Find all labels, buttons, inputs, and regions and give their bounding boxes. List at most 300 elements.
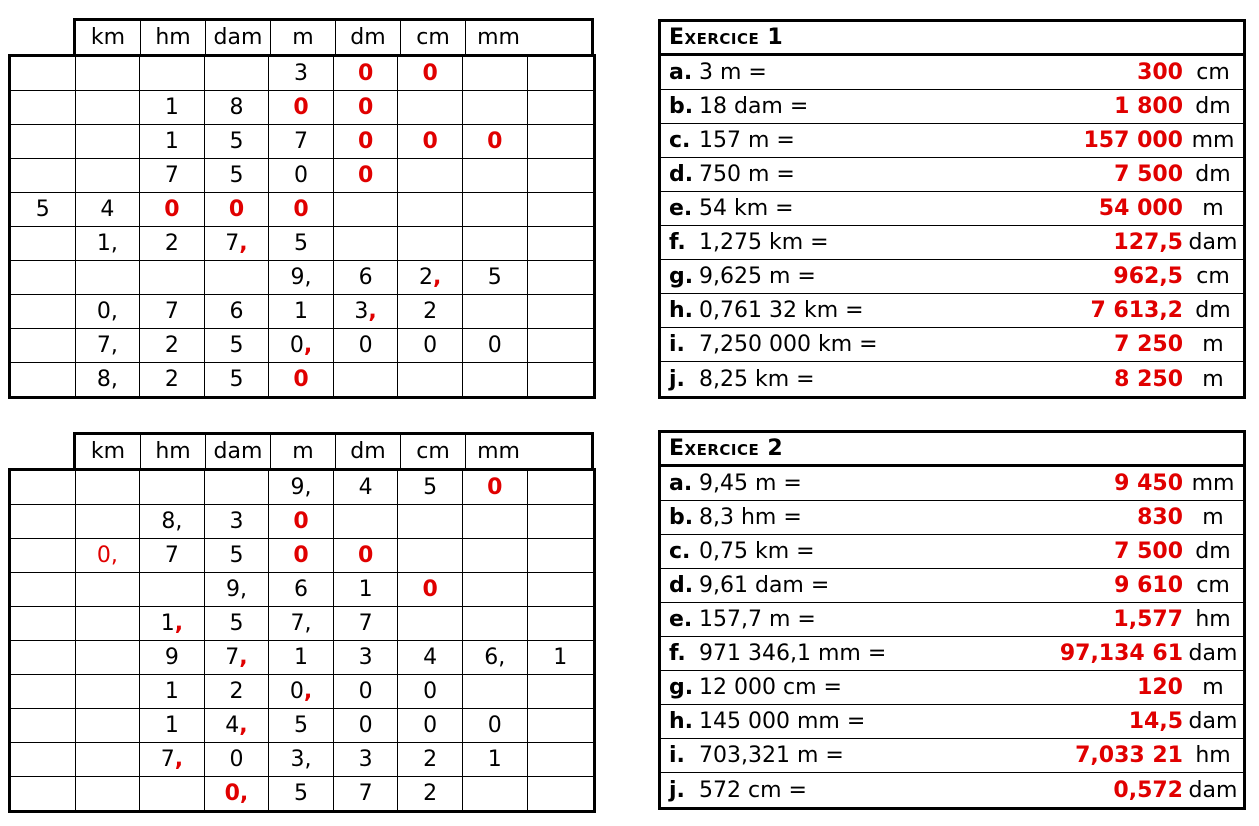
- cell-value: 0,: [224, 781, 249, 806]
- cell-value: 9,: [290, 265, 312, 290]
- table-row: [11, 124, 593, 158]
- question-text: 0,761 32 km =: [699, 298, 864, 323]
- table-cell: [463, 641, 528, 674]
- answer-value: 7 500: [1114, 162, 1183, 187]
- table-cell: [205, 471, 270, 504]
- table-cell: [334, 193, 399, 226]
- table-cell: [205, 91, 270, 124]
- answer-unit: dam: [1188, 709, 1238, 734]
- item-letter: b.: [669, 505, 694, 530]
- cell-value: 0: [357, 163, 374, 188]
- answer-value: 7 613,2: [1090, 298, 1183, 323]
- cell-value: 2: [423, 299, 438, 324]
- exercise-line: [661, 569, 1243, 603]
- answer-value: 7 250: [1114, 332, 1183, 357]
- table-cell: [205, 709, 270, 742]
- table-cell: [269, 573, 334, 606]
- table-cell: [463, 675, 528, 708]
- question-text: 54 km =: [699, 196, 794, 221]
- cell-value: 3: [354, 299, 369, 324]
- cell-value: 0: [293, 543, 309, 568]
- table-cell: [528, 641, 594, 674]
- cell-value: 3,: [290, 747, 312, 772]
- table-cell: [269, 777, 334, 810]
- item-letter: d.: [669, 573, 694, 598]
- table-cell: [463, 91, 528, 124]
- table-cell: [334, 227, 399, 260]
- table-cell: [334, 363, 399, 396]
- question-text: 750 m =: [699, 162, 795, 187]
- exercise-1-box: [658, 19, 1246, 399]
- cell-value: 0: [487, 713, 502, 738]
- answer-value: 8 250: [1114, 366, 1183, 392]
- question-text: 9,61 dam =: [699, 573, 830, 598]
- cell-value: 5: [294, 713, 309, 738]
- decimal-comma-mark: ,: [368, 299, 377, 324]
- cell-value: 5: [229, 163, 244, 188]
- table-cell: [398, 193, 463, 226]
- exercise-line: [661, 535, 1243, 569]
- table-cell: [463, 573, 528, 606]
- cell-value: 3: [229, 509, 244, 534]
- table-cell: [269, 57, 334, 90]
- exercise-line: [661, 226, 1243, 260]
- table-cell: [463, 363, 528, 396]
- cell-value: 3: [294, 61, 309, 86]
- question-text: 8,25 km =: [699, 366, 815, 392]
- exercise-line: [661, 56, 1243, 90]
- cell-value: 3: [358, 645, 373, 670]
- table-cell: [334, 573, 399, 606]
- table-cell: [334, 57, 399, 90]
- table-cell: [398, 709, 463, 742]
- table-row: [11, 471, 593, 504]
- table-cell: [463, 227, 528, 260]
- cell-value: 9,: [290, 475, 312, 500]
- exercise-line: [661, 90, 1243, 124]
- unit-header-km: km: [76, 21, 141, 54]
- table-cell: [76, 193, 141, 226]
- unit-header-dam: dam: [206, 21, 271, 54]
- answer-value: 0,572: [1113, 777, 1183, 803]
- cell-value: 1: [164, 679, 179, 704]
- table-cell: [11, 607, 76, 640]
- item-letter: a.: [669, 471, 693, 496]
- cell-value: 0: [423, 713, 438, 738]
- table-cell: [205, 363, 270, 396]
- table-cell: [398, 539, 463, 572]
- cell-value: 1: [358, 577, 373, 602]
- table-cell: [11, 641, 76, 674]
- table-cell: [269, 193, 334, 226]
- table-cell: [11, 777, 76, 810]
- cell-value: 6: [294, 577, 309, 602]
- table-cell: [528, 125, 594, 158]
- unit-header-hm: hm: [141, 435, 206, 468]
- table-cell: [463, 125, 528, 158]
- cell-value: 7: [160, 747, 175, 772]
- table-cell: [11, 743, 76, 776]
- cell-value: 5: [294, 781, 309, 806]
- exercise-line: [661, 603, 1243, 637]
- item-letter: e.: [669, 196, 693, 221]
- table-cell: [269, 295, 334, 328]
- answer-value: 9 450: [1114, 471, 1183, 496]
- answer-unit: dm: [1195, 539, 1231, 564]
- table-cell: [398, 743, 463, 776]
- table-cell: [269, 709, 334, 742]
- answer-value: 7,033 21: [1075, 743, 1183, 768]
- table-cell: [463, 295, 528, 328]
- table-cell: [205, 227, 270, 260]
- table-cell: [205, 57, 270, 90]
- table-cell: [528, 159, 594, 192]
- table-cell: [76, 743, 141, 776]
- table-row: [11, 158, 593, 192]
- table-row: [11, 742, 593, 776]
- unit-header-row: [73, 18, 594, 54]
- table-cell: [76, 159, 141, 192]
- table-cell: [528, 261, 594, 294]
- table-cell: [11, 471, 76, 504]
- exercise-line: [661, 671, 1243, 705]
- table-cell: [76, 471, 141, 504]
- table-row: [11, 708, 593, 742]
- table-cell: [140, 607, 205, 640]
- table-cell: [205, 261, 270, 294]
- question-text: 971 346,1 mm =: [699, 641, 887, 666]
- table-cell: [205, 295, 270, 328]
- table-cell: [269, 539, 334, 572]
- table-cell: [11, 505, 76, 538]
- cell-value: 7: [225, 645, 240, 670]
- table-cell: [205, 777, 270, 810]
- table-cell: [528, 505, 594, 538]
- table-row: [11, 776, 593, 810]
- table-cell: [463, 709, 528, 742]
- decimal-comma-mark: ,: [239, 645, 248, 670]
- item-letter: h.: [669, 298, 694, 323]
- answer-value: 157 000: [1083, 128, 1183, 153]
- table-cell: [11, 573, 76, 606]
- table-cell: [76, 675, 141, 708]
- cell-value: 1: [294, 299, 309, 324]
- table-row: [11, 504, 593, 538]
- table-cell: [528, 91, 594, 124]
- table-cell: [398, 159, 463, 192]
- table-cell: [11, 159, 76, 192]
- cell-value: 0: [358, 333, 373, 358]
- table-cell: [269, 363, 334, 396]
- table-row: [11, 294, 593, 328]
- table-cell: [140, 57, 205, 90]
- table-row: [11, 362, 593, 396]
- cell-value: 7: [164, 163, 179, 188]
- table-cell: [398, 363, 463, 396]
- table-cell: [269, 471, 334, 504]
- answer-unit: m: [1202, 675, 1224, 700]
- answer-unit: m: [1202, 366, 1224, 392]
- table-cell: [76, 261, 141, 294]
- table-cell: [140, 227, 205, 260]
- cell-value: 7: [358, 781, 373, 806]
- answer-unit: dm: [1195, 162, 1231, 187]
- item-letter: g.: [669, 675, 694, 700]
- table-cell: [205, 607, 270, 640]
- table-cell: [528, 709, 594, 742]
- table-cell: [140, 261, 205, 294]
- cell-value: 0: [487, 129, 503, 154]
- table-cell: [11, 57, 76, 90]
- cell-value: 0: [228, 197, 245, 222]
- answer-unit: cm: [1196, 573, 1230, 598]
- exercise-line: [661, 158, 1243, 192]
- table-cell: [76, 363, 141, 396]
- table-cell: [269, 227, 334, 260]
- table-cell: [398, 329, 463, 362]
- table-cell: [463, 193, 528, 226]
- exercise-line: [661, 362, 1243, 396]
- cell-value: 7: [225, 231, 240, 256]
- conversion-table-body: [8, 54, 596, 399]
- question-text: 9,625 m =: [699, 264, 816, 289]
- item-letter: g.: [669, 264, 694, 289]
- table-cell: [398, 607, 463, 640]
- cell-value: 0: [422, 61, 438, 86]
- cell-value: 8,: [96, 367, 118, 392]
- unit-header-row: [73, 432, 594, 468]
- answer-value: 300: [1137, 60, 1183, 85]
- table-cell: [334, 125, 399, 158]
- answer-value: 127,5: [1113, 230, 1183, 255]
- cell-value: 5: [229, 611, 244, 636]
- table-cell: [334, 743, 399, 776]
- cell-value: 0: [358, 713, 373, 738]
- item-letter: f.: [669, 230, 686, 255]
- table-cell: [205, 641, 270, 674]
- cell-value: 7: [294, 129, 309, 154]
- question-text: 8,3 hm =: [699, 505, 802, 530]
- table-row: [11, 226, 593, 260]
- cell-value: 1: [164, 95, 179, 120]
- unit-header-mm: mm: [477, 25, 520, 50]
- cell-value: 0: [423, 679, 438, 704]
- table-row: [11, 260, 593, 294]
- unit-header-cm: cm: [401, 21, 466, 54]
- exercise-2-box: [658, 430, 1246, 810]
- item-letter: e.: [669, 607, 693, 632]
- table-row: [11, 674, 593, 708]
- table-cell: [528, 57, 594, 90]
- table-cell: [398, 227, 463, 260]
- answer-value: 1,577: [1113, 607, 1183, 632]
- table-cell: [334, 261, 399, 294]
- table-cell: [528, 295, 594, 328]
- table-cell: [528, 573, 594, 606]
- table-cell: [76, 125, 141, 158]
- table-cell: [528, 193, 594, 226]
- question-text: 0,75 km =: [699, 539, 815, 564]
- answer-unit: m: [1202, 505, 1224, 530]
- item-letter: i.: [669, 743, 685, 768]
- item-letter: d.: [669, 162, 694, 187]
- table-cell: [11, 193, 76, 226]
- cell-value: 9: [164, 645, 179, 670]
- item-letter: i.: [669, 332, 685, 357]
- table-cell: [398, 573, 463, 606]
- decimal-comma-mark: ,: [432, 265, 442, 290]
- table-row: [11, 90, 593, 124]
- answer-unit: dm: [1195, 94, 1231, 119]
- cell-value: 8,: [161, 509, 183, 534]
- table-cell: [11, 261, 76, 294]
- table-cell: [334, 777, 399, 810]
- table-cell: [269, 261, 334, 294]
- cell-value: 4: [423, 645, 438, 670]
- table-cell: [269, 675, 334, 708]
- answer-unit: dam: [1188, 641, 1238, 666]
- unit-header-m: m: [271, 435, 336, 468]
- cell-value: 0: [229, 747, 244, 772]
- answer-unit: cm: [1196, 264, 1230, 289]
- question-text: 703,321 m =: [699, 743, 844, 768]
- question-text: 3 m =: [699, 60, 767, 85]
- table-cell: [398, 57, 463, 90]
- answer-value: 14,5: [1128, 709, 1183, 734]
- answer-unit: hm: [1195, 607, 1231, 632]
- exercise-line: [661, 124, 1243, 158]
- answer-unit: dam: [1188, 777, 1238, 803]
- cell-value: 2: [229, 679, 244, 704]
- table-cell: [205, 573, 270, 606]
- cell-value: 2: [164, 367, 179, 392]
- answer-value: 1 800: [1114, 94, 1183, 119]
- table-cell: [140, 471, 205, 504]
- table-cell: [140, 641, 205, 674]
- cell-value: 5: [229, 367, 244, 392]
- decimal-comma-mark: ,: [239, 713, 248, 738]
- table-cell: [11, 675, 76, 708]
- answer-unit: dm: [1195, 298, 1231, 323]
- table-cell: [463, 743, 528, 776]
- table-cell: [334, 91, 399, 124]
- cell-value: 2: [164, 333, 179, 358]
- answer-unit: mm: [1191, 471, 1235, 496]
- table-cell: [205, 125, 270, 158]
- table-cell: [76, 573, 141, 606]
- answer-value: 830: [1137, 505, 1183, 530]
- table-row: [11, 572, 593, 606]
- table-cell: [463, 57, 528, 90]
- table-cell: [528, 329, 594, 362]
- unit-header-dam: dam: [206, 435, 271, 468]
- cell-value: 6: [229, 299, 244, 324]
- table-cell: [140, 777, 205, 810]
- table-cell: [205, 329, 270, 362]
- table-cell: [140, 709, 205, 742]
- exercise-title: [661, 22, 1243, 56]
- answer-value: 54 000: [1098, 196, 1183, 221]
- unit-header-m: m: [271, 21, 336, 54]
- exercise-line: [661, 192, 1243, 226]
- item-letter: j.: [669, 777, 685, 803]
- table-row: [11, 538, 593, 572]
- cell-value: 0: [357, 129, 374, 154]
- cell-value: 6,: [484, 645, 506, 670]
- table-cell: [398, 777, 463, 810]
- table-cell: [398, 641, 463, 674]
- answer-value: 7 500: [1114, 539, 1183, 564]
- item-letter: h.: [669, 709, 694, 734]
- table-cell: [140, 573, 205, 606]
- cell-value: 2: [164, 231, 179, 256]
- exercise-title-text: Exercice 1: [669, 25, 784, 50]
- table-cell: [76, 607, 141, 640]
- cell-value: 0: [357, 95, 374, 120]
- table-cell: [140, 675, 205, 708]
- cell-value: 0: [293, 197, 309, 222]
- unit-header-km: km: [76, 435, 141, 468]
- table-cell: [140, 125, 205, 158]
- question-text: 12 000 cm =: [699, 675, 842, 700]
- exercise-line: [661, 773, 1243, 807]
- conversion-table-body: [8, 468, 596, 813]
- cell-value: 1: [160, 611, 175, 636]
- cell-value: 5: [35, 197, 50, 222]
- table-cell: [205, 539, 270, 572]
- cell-value: 2: [423, 747, 438, 772]
- table-cell: [334, 329, 399, 362]
- answer-unit: mm: [1191, 128, 1235, 153]
- exercise-line: [661, 705, 1243, 739]
- table-cell: [140, 363, 205, 396]
- table-cell: [463, 505, 528, 538]
- table-cell: [205, 675, 270, 708]
- table-cell: [76, 777, 141, 810]
- cell-value: 8: [229, 95, 244, 120]
- table-cell: [269, 159, 334, 192]
- cell-value: 5: [423, 475, 438, 500]
- table-cell: [140, 193, 205, 226]
- exercise-line: [661, 637, 1243, 671]
- table-row: [11, 606, 593, 640]
- table-cell: [205, 159, 270, 192]
- table-cell: [205, 505, 270, 538]
- cell-value: 1: [553, 645, 568, 670]
- answer-value: 962,5: [1113, 264, 1183, 289]
- table-cell: [398, 125, 463, 158]
- table-cell: [269, 641, 334, 674]
- decimal-comma-mark: ,: [303, 679, 313, 704]
- cell-value: 0: [357, 543, 374, 568]
- table-cell: [398, 675, 463, 708]
- question-text: 1,275 km =: [699, 230, 829, 255]
- answer-unit: hm: [1195, 743, 1231, 768]
- cell-value: 0: [423, 333, 438, 358]
- exercise-title: [661, 433, 1243, 467]
- exercise-line: [661, 328, 1243, 362]
- table-cell: [463, 329, 528, 362]
- table-cell: [140, 505, 205, 538]
- item-letter: j.: [669, 366, 685, 392]
- exercise-line: [661, 739, 1243, 773]
- table-cell: [205, 743, 270, 776]
- answer-value: 120: [1137, 675, 1183, 700]
- table-cell: [398, 471, 463, 504]
- cell-value: 0: [422, 577, 438, 602]
- cell-value: 4: [100, 197, 115, 222]
- table-cell: [528, 539, 594, 572]
